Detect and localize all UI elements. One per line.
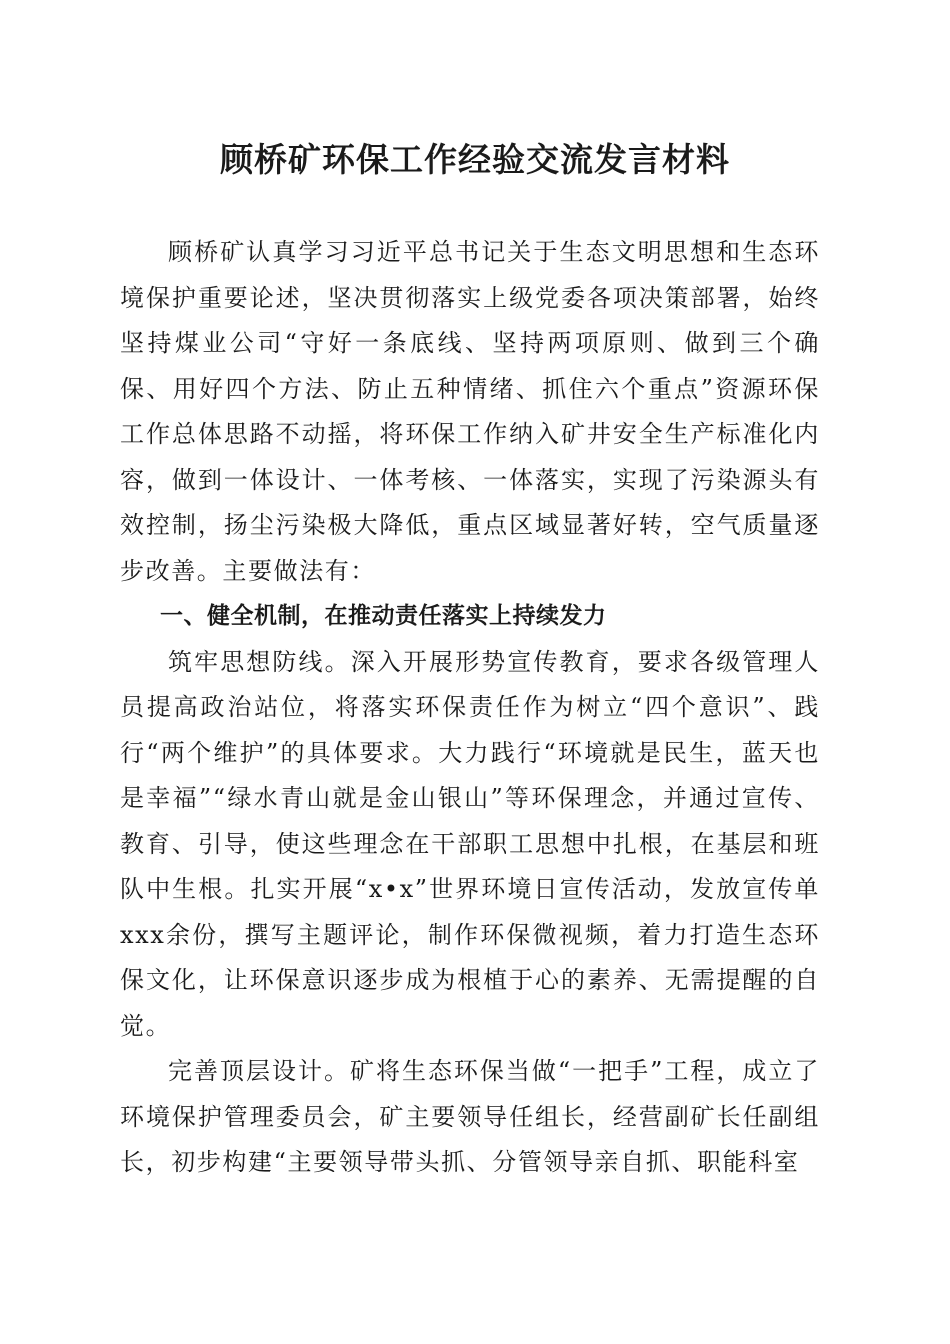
document-body — [120, 230, 820, 1186]
section-heading-1: 一、健全机制，在推动责任落实上持续发力 — [160, 603, 607, 629]
document-title: 顾桥矿环保工作经验交流发言材料 — [220, 140, 730, 179]
body-paragraph-top-design: 完善顶层设计。矿将生态环保当做“一把手”工程，成立了环境保护管理委员会，矿主要领导任组长，经营副矿长任副组长，初步构建“主要领导带头抓、分管领导亲自抓、职能科室 — [120, 1057, 820, 1176]
intro-paragraph: 顾桥矿认真学习习近平总书记关于生态文明思想和生态环境保护重要论述，坚决贯彻落实上级党委各项决策部署，始终坚持煤业公司“守好一条底线、坚持两项原则、做到三个确保、用好四个方法、防止五种情绪、抓住六个重点”资源环保工作总体思路不动摇，将环保工作纳入矿井安全生产标准化内容，做到一体设计、一体考核、一体落实，实现了污染源头有效控制，扬尘污染极大降低，重点区域显著好转，空气质量逐步改善。主要做法有： — [120, 238, 820, 585]
body-paragraph-ideology: 筑牢思想防线。深入开展形势宣传教育，要求各级管理人员提高政治站位，将落实环保责任作为树立“四个意识”、践行“两个维护”的具体要求。大力践行“环境就是民生，蓝天也是幸福”“绿水青山就是金山银山”等环保理念，并通过宣传、教育、引导，使这些理念在干部职工思想中扎根，在基层和班队中生根。扎实开展“x•x”世界环境日宣传活动，发放宣传单xxx余份，撰写主题评论，制作环保微视频，着力打造生态环保文化，让环保意识逐步成为根植于心的素养、无需提醒的自觉。 — [120, 647, 820, 1040]
